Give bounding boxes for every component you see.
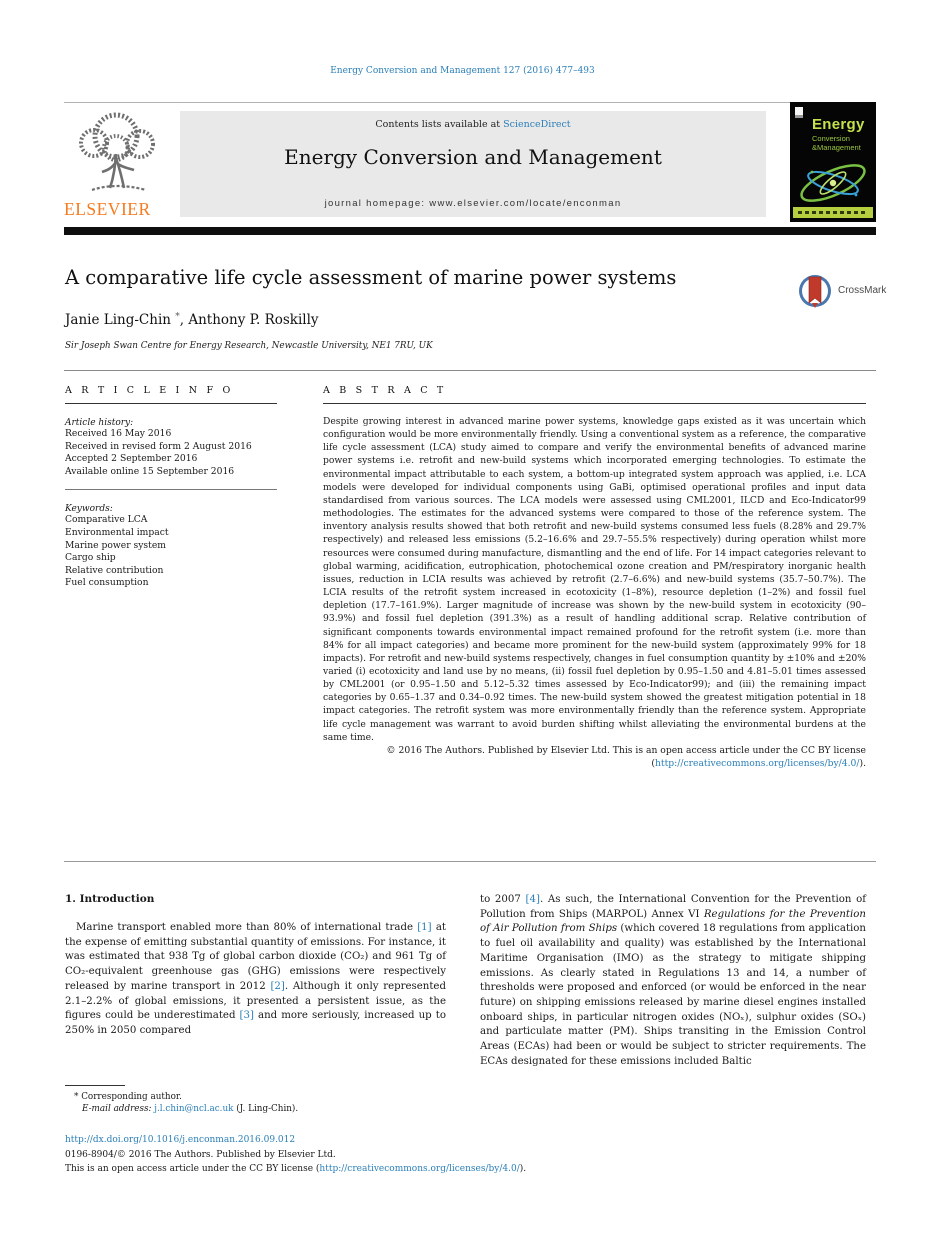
elsevier-tree-icon — [64, 110, 176, 200]
ref-3-link[interactable]: [3] — [239, 1010, 254, 1022]
contents-prefix: Contents lists available at — [375, 119, 504, 130]
history-revised: Received in revised form 2 August 2016 — [65, 440, 252, 452]
text-segment: and more seriously, increased up to 250% in 2050 compared — [65, 1010, 446, 1036]
text-segment: © 2016 The Authors. Published by Elsevier Ltd. This is an open access article under the CC BY license ( — [386, 744, 866, 770]
text-segment: to 2007 — [480, 894, 526, 905]
corresponding-author-email — [82, 1104, 298, 1114]
cover-title-energy: Energy — [812, 116, 865, 133]
text-segment: Marine transport enabled more than 80% of international trade — [76, 922, 418, 933]
ref-2-link[interactable]: [2] — [270, 980, 285, 992]
keyword-item: Environmental impact — [65, 526, 169, 538]
crossmark-label: CrossMark — [838, 285, 887, 296]
author-line — [65, 312, 319, 328]
cc-license-link[interactable]: http://creativecommons.org/licenses/by/4.0/ — [655, 758, 860, 770]
history-label: Article history: — [65, 418, 134, 428]
cc-license-link[interactable]: http://creativecommons.org/licenses/by/4.0/ — [319, 1164, 520, 1174]
elsevier-logo[interactable] — [64, 110, 176, 220]
keyword-item: Comparative LCA — [65, 514, 148, 526]
sciencedirect-link[interactable]: ScienceDirect — [503, 119, 571, 130]
text-segment: at the expense of emitting substantial quantity of emissions. For instance, it was estimated that 938 Tg of global carbon dioxide (CO₂) and 961 Tg of CO₂-equivalent greenhouse gas (GHG) emissions were respectively released by marine transport in 2012 — [65, 922, 446, 992]
cover-bottom-bar — [793, 207, 873, 218]
issn-copyright-line: 0196-8904/© 2016 The Authors. Published by Elsevier Ltd. — [65, 1150, 336, 1160]
info-divider — [65, 489, 277, 490]
article-info-section — [65, 385, 277, 590]
text-segment: . Although it only represented 2.1–2.2% of global emissions, it presented a persistent issue, as the figures could be underestimated — [65, 980, 446, 1022]
header-top-rule — [64, 102, 876, 103]
text-segment: , Anthony P. Roskilly — [179, 312, 319, 328]
text-segment: Janie Ling-Chin — [65, 312, 176, 328]
text-segment: (which covered 18 regulations from application to fuel oil availability and quality) was established by the International Maritime Organisation (IMO) as the strategy to mitigate shipping emissions. As clearly stated in Regulations 13 and 14, a number of thresholds were proposed and enforced (or would be enforced in the near future) on shipping emissions released by marine diesel engines installed onboard ships, in particular nitrogen oxides (NOₓ), sulphur oxides (SOₓ) and particulate matter (PM). Ships transiting in the Emission Control Areas (ECAs) had been or would be subject to stricter requirements. The ECAs designated for these emissions included Baltic — [480, 923, 866, 1067]
keyword-item: Cargo ship — [65, 552, 116, 564]
history-received: Received 16 May 2016 — [65, 428, 172, 439]
abstract-heading: A B S T R A C T — [323, 385, 866, 404]
ref-1-link[interactable]: [1] — [417, 922, 432, 933]
text-segment: (J. Ling-Chin). — [233, 1104, 299, 1114]
intro-paragraph-right — [480, 893, 866, 1069]
history-online: Available online 15 September 2016 — [65, 465, 235, 477]
contents-line — [180, 119, 766, 130]
abstract-section — [323, 385, 866, 770]
cover-title-management: &Management — [812, 143, 861, 152]
keyword-item: Marine power system — [65, 539, 166, 551]
keywords-label: Keywords: — [65, 504, 113, 515]
text-segment: This is an open access article under the CC BY license ( — [65, 1164, 320, 1174]
keyword-item: Relative contribution — [65, 564, 164, 576]
journal-homepage-link[interactable]: journal homepage: www.elsevier.com/locate/enconman — [324, 198, 622, 209]
cover-publisher-mark — [795, 107, 803, 118]
elsevier-wordmark: ELSEVIER — [64, 199, 151, 219]
text-segment: Regulations for the Prevention of Air Pollution from Ships — [480, 908, 866, 935]
text-segment: * — [175, 312, 180, 322]
text-segment: . As such, the International Convention for the Prevention of Pollution from Ships (MARPOL) Annex VI — [480, 894, 866, 920]
journal-banner — [180, 111, 766, 217]
text-segment: ). — [519, 1164, 527, 1174]
keyword-item: Fuel consumption — [65, 577, 149, 589]
title-section-rule — [64, 370, 876, 371]
abstract-bottom-rule — [64, 861, 876, 862]
journal-title: Energy Conversion and Management — [284, 145, 662, 169]
article-title: A comparative life cycle assessment of marine power systems — [65, 266, 677, 289]
crossmark-badge[interactable] — [796, 271, 887, 313]
text-segment: E-mail address: — [82, 1104, 155, 1114]
abstract-copyright — [323, 744, 866, 770]
cover-title-conversion: Conversion — [812, 134, 850, 143]
email-link[interactable]: j.l.chin@ncl.ac.uk — [154, 1104, 234, 1114]
intro-paragraph-left — [65, 921, 446, 1039]
abstract-text: Despite growing interest in advanced marine power systems, knowledge gaps existed as it was uncertain which configuration would be more environmentally friendly. Using a conventional system as a reference, the comparative life cycle assessment (LCA) study aimed to compare and verify the environmental benefits of advanced marine power systems i.e. retrofit and new-build systems which incorporated emerging technologies. To estimate the environmental impact attributable to each system, a bottom-up integrated system approach was applied, i.e. LCA models were developed for individual components using GaBi, optimised operational profiles and input data standardised from various sources. The LCA models were assessed using CML2001, ILCD and Eco-Indicator99 methodologies. The estimates for the advanced systems were compared to those of the reference system. The inventory analysis results showed that both retrofit and new-build systems consumed less fuels (8.28% and 29.7% respectively) and released less emissions (5.2–16.6% and 29.7–55.5% respectively) during operation whilst more resources were consumed during manufacture, dismantling and the end of life. For 14 impact categories relevant to global warming, acidification, eutrophication, photochemical ozone creation and PM/respiratory inorganic health issues, reduction in LCIA results was achieved by retrofit (2.7–6.6%) and new-build systems (35.7–50.7%). The LCIA results of the retrofit system increased in ecotoxicity (1–8%), resource depletion (1–2%) and fossil fuel depletion (17.7–161.9%). Larger magnitude of increase was shown by the new-build system in ecotoxicity (90–93.9%) and fossil fuel depletion (391.3%) as a result of handling additional scrap. Relative contribution of significant components towards environmental impact remained profound for the retrofit system (i.e. more than 84% for all impact categories) and became more prominent for the new-build system (approximately 99% for 18 impacts). For retrofit and new-build systems respectively, changes in fuel consumption quantity by ±10% and ±20% varied (i) ecotoxicity and land use by no means, (ii) fossil fuel depletion by 0.95–1.50 and 4.81–5.01 times assessed by CML2001 (or 0.95–1.50 and 5.12–5.32 times assessed by Eco-Indicator99); and (iii) the remaining impact categories by 0.65–1.37 and 0.34–0.92 times. The new-build system showed the greatest mitigation potential in 18 impact categories. The retrofit system was more environmentally friendly than the reference system. Appropriate life cycle management was warrant to avoid burden shifting whilst alleviating the environmental burdens at the same time. — [323, 416, 866, 743]
doi-link[interactable]: http://dx.doi.org/10.1016/j.enconman.2016.09.012 — [65, 1135, 296, 1145]
ref-4-link[interactable]: [4] — [525, 894, 540, 905]
running-head-citation: Energy Conversion and Management 127 (2016) 477–493 — [330, 66, 595, 76]
affiliation: Sir Joseph Swan Centre for Energy Research, Newcastle University, NE1 7RU, UK — [65, 341, 433, 351]
text-segment: ). — [859, 758, 866, 770]
article-info-heading: A R T I C L E I N F O — [65, 385, 277, 404]
header-black-bar — [64, 227, 876, 235]
crossmark-icon — [796, 271, 834, 311]
corresponding-author-note: * Corresponding author. — [74, 1092, 182, 1102]
journal-cover-thumbnail[interactable] — [790, 102, 876, 222]
footnote-rule — [65, 1085, 125, 1086]
section-1-heading: 1. Introduction — [65, 893, 155, 905]
history-accepted: Accepted 2 September 2016 — [65, 453, 198, 465]
cc-license-line — [65, 1164, 526, 1174]
